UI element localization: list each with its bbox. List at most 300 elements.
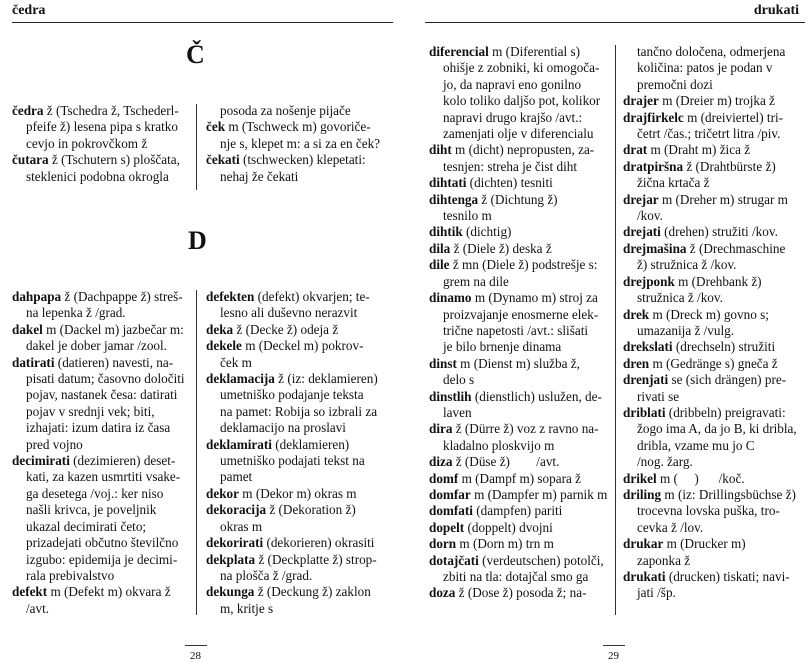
- entry-text: laven: [443, 404, 472, 420]
- entry-headword: deklamacija: [206, 371, 275, 387]
- entry-text: m (Deckel m) pokrov-: [241, 338, 364, 354]
- entry-text: proizvajanje enosmerne elek-: [443, 306, 599, 322]
- entry-line: [429, 536, 607, 552]
- entry-line: [623, 323, 797, 339]
- entry-line: [429, 208, 607, 224]
- entry-headword: dekorirati: [206, 535, 264, 551]
- entry-text: m ( ) /koč.: [656, 470, 745, 486]
- entry-headword: dihtik: [429, 224, 463, 240]
- entry-line: [429, 93, 607, 109]
- entry-headword: dekplata: [206, 551, 256, 567]
- entry-line: [623, 585, 797, 601]
- entry-headword: driblati: [623, 404, 666, 420]
- entry-line: [623, 192, 797, 208]
- entry-line: [429, 421, 607, 437]
- entry-line: [623, 520, 797, 536]
- entry-text: (dampfen) pariti: [472, 503, 563, 519]
- entry-line: [206, 119, 380, 135]
- entries-d-col2: [206, 289, 378, 617]
- entry-text: dakel je dober jamar /zool.: [26, 338, 167, 354]
- entry-line: [623, 77, 797, 93]
- entry-headword: dorn: [429, 536, 457, 552]
- entry-line: [429, 454, 607, 470]
- entry-text: pisati datum; časovno določiti: [26, 371, 185, 387]
- entry-line: [429, 471, 607, 487]
- entry-text: m (Dekor m) okras m: [238, 485, 357, 501]
- column-divider: [196, 290, 197, 615]
- entry-text: m (dicht) nepropusten, za-: [451, 142, 595, 158]
- entry-text: rivati se: [637, 388, 680, 404]
- entry-text: dribla, vzame mu jo C: [637, 437, 755, 453]
- entry-line: [429, 553, 607, 569]
- entry-text: stružnica ž /kov.: [637, 290, 723, 306]
- entry-headword: drajfirkelc: [623, 109, 684, 125]
- entry-text: (dekorieren) okrasiti: [263, 535, 375, 551]
- entry-headword: domfati: [429, 503, 473, 519]
- entry-text: m (Tschweck m) govoriče-: [225, 119, 371, 135]
- entry-text: m (Dampfer m) parnik m: [470, 486, 608, 502]
- entry-text: zaponka ž: [637, 552, 691, 568]
- entry-line: [623, 274, 797, 290]
- entry-text: m, kritje s: [220, 600, 274, 616]
- entry-text: izgubo: epidemija je decimi-: [26, 551, 178, 567]
- entry-text: m (Dackel m) jazbečar m:: [42, 321, 184, 337]
- entry-headword: dekor: [206, 485, 239, 501]
- entry-headword: dopelt: [429, 519, 465, 535]
- entry-line: [429, 241, 607, 257]
- entry-line: [429, 487, 607, 503]
- entry-line: [206, 568, 378, 584]
- entry-headword: decimirati: [12, 453, 70, 469]
- entry-text: tesnilo m: [443, 208, 492, 224]
- entry-text: steklenici podobna okrogla: [26, 168, 169, 184]
- entry-text: umetniško podajanje teksta: [220, 387, 364, 403]
- entry-line: [12, 453, 185, 469]
- column-divider: [615, 45, 616, 615]
- entry-headword: doza: [429, 585, 456, 601]
- entry-line: [206, 103, 380, 119]
- entry-text: ž (Drechmaschine: [686, 240, 786, 256]
- entry-text: ž (Dose ž) posoda ž; na-: [455, 585, 587, 601]
- entry-headword: dile: [429, 257, 450, 273]
- entry-text: m (Dreck m) govno s;: [649, 306, 769, 322]
- entry-text: ž (Düse ž) /avt.: [452, 454, 560, 470]
- entry-text: zamenjati olje v diferencialu: [443, 126, 594, 142]
- entry-headword: driling: [623, 486, 662, 502]
- entry-text: količina: patos je podan v: [637, 60, 773, 76]
- entry-line: [206, 601, 378, 617]
- entry-line: [206, 437, 378, 453]
- entry-text: m (Dynamo m) stroj za: [471, 290, 598, 306]
- entries-right-col1: [429, 44, 607, 602]
- entry-text: rala prebivalstvo: [26, 567, 115, 583]
- entry-line: [623, 503, 797, 519]
- entry-text: /nog. žarg.: [637, 454, 693, 470]
- entry-headword: ček: [206, 119, 226, 135]
- entry-line: [623, 471, 797, 487]
- entry-text: se (sich drängen) pre-: [668, 372, 787, 388]
- entry-text: nje s, klepet m: a si za en ček?: [220, 135, 381, 151]
- entry-line: [623, 553, 797, 569]
- entry-line: [429, 339, 607, 355]
- entry-headword: dinstlih: [429, 388, 472, 404]
- entry-headword: drejmašina: [623, 240, 687, 256]
- entry-text: ž (Deckung ž) zaklon: [254, 584, 371, 600]
- entry-headword: čedra: [12, 103, 44, 118]
- entry-text: /avt.: [26, 600, 50, 616]
- entry-line: [12, 152, 180, 168]
- entry-headword: dakel: [12, 321, 43, 337]
- entry-text: m (Defekt m) okvara ž: [47, 584, 171, 600]
- entry-text: m (Dreher m) strugar m: [658, 191, 788, 207]
- entry-line: [429, 142, 607, 158]
- entry-text: ž (Dürre ž) voz z ravno na-: [452, 421, 599, 437]
- entry-line: [429, 257, 607, 273]
- left-page: [0, 0, 405, 660]
- entry-line: [623, 224, 797, 240]
- entry-text: lesno ali duševno nerazvit: [220, 305, 358, 321]
- entry-line: [206, 420, 378, 436]
- entry-headword: deka: [206, 321, 234, 337]
- entry-text: jo, da napravi eno gonilno: [443, 76, 582, 92]
- entry-text: ž (Diele ž) deska ž: [450, 240, 552, 256]
- right-running-head: drukati: [753, 3, 799, 18]
- entry-line: [623, 405, 797, 421]
- entry-line: [429, 224, 607, 240]
- entry-line: [623, 159, 797, 175]
- entry-text: ž (Tschutern s) ploščata,: [48, 152, 180, 168]
- entry-text: grem na dile: [443, 273, 509, 289]
- entry-text: (dezimieren) deset-: [69, 453, 176, 469]
- entry-headword: drek: [623, 306, 650, 322]
- entry-text: ž (Deckplatte ž) strop-: [255, 551, 377, 567]
- entry-text: premočni dozi: [637, 76, 713, 92]
- entry-line: [623, 44, 797, 60]
- entry-line: [623, 454, 797, 470]
- entry-line: [206, 404, 378, 420]
- entry-line: [206, 502, 378, 518]
- column-divider: [196, 104, 197, 190]
- entry-text: na pamet: Robija so izbrali za: [220, 403, 378, 419]
- right-head-rule: [425, 22, 805, 23]
- entry-headword: dinst: [429, 355, 457, 371]
- entry-text: (datieren) navesti, na-: [54, 354, 174, 370]
- entry-text: četrt /čas.; tričetrt litra /piv.: [637, 126, 781, 142]
- entry-headword: dotajčati: [429, 552, 479, 568]
- entry-line: [206, 355, 378, 371]
- entry-line: [429, 175, 607, 191]
- entry-line: [429, 372, 607, 388]
- entry-line: [429, 110, 607, 126]
- entry-text: umetniško podajati tekst na: [220, 453, 365, 469]
- entry-text: zbiti na tla: dotajčal smo ga: [443, 569, 589, 584]
- entry-headword: diferencial: [429, 44, 489, 59]
- entry-text: je bilo brnenje dinama: [443, 339, 562, 355]
- entry-line: [429, 307, 607, 323]
- entry-line: [12, 371, 185, 387]
- entry-headword: dila: [429, 240, 451, 256]
- entry-line: [623, 356, 797, 372]
- entry-line: [12, 387, 185, 403]
- entry-line: [429, 192, 607, 208]
- entry-text: trocevna lovska puška, tro-: [637, 503, 780, 519]
- entry-text: (drehen) stružiti /kov.: [660, 224, 778, 240]
- entry-headword: diza: [429, 454, 453, 470]
- entry-headword: drukar: [623, 536, 664, 552]
- entry-text: jati /šp.: [637, 585, 676, 601]
- entry-headword: dihtenga: [429, 191, 479, 207]
- entry-line: [12, 469, 185, 485]
- entry-line: [623, 208, 797, 224]
- entry-line: [623, 175, 797, 191]
- entry-text: kati, za kazen usmrtiti vsake-: [26, 469, 181, 485]
- entry-line: [429, 569, 607, 585]
- entry-line: [429, 585, 607, 601]
- entry-text: napravi drugo krajšo /avt.:: [443, 109, 583, 125]
- entry-headword: dratpiršna: [623, 158, 684, 174]
- entry-headword: dren: [623, 355, 650, 371]
- entry-line: [12, 535, 185, 551]
- entry-text: (deklamieren): [271, 436, 350, 452]
- entry-text: pamet: [220, 469, 253, 485]
- entry-text: pojav, nastanek česa: datirati: [26, 387, 178, 403]
- entry-headword: dira: [429, 421, 453, 437]
- entry-text: (dribbeln) preigravati:: [665, 404, 786, 420]
- entry-line: [12, 552, 185, 568]
- entry-headword: drejponk: [623, 273, 675, 289]
- entry-line: [12, 584, 185, 600]
- entry-headword: diht: [429, 142, 452, 158]
- entry-line: [12, 486, 185, 502]
- entry-headword: datirati: [12, 354, 55, 370]
- entry-headword: drajer: [623, 93, 659, 109]
- entry-text: pred vojno: [26, 436, 83, 452]
- entry-line: [623, 126, 797, 142]
- entry-text: kolo toliko daljšo pot, kolikor: [443, 93, 601, 109]
- entry-text: m (Dreier m) trojka ž: [658, 93, 775, 109]
- entry-line: [206, 486, 378, 502]
- entry-headword: drekslati: [623, 339, 673, 355]
- entry-line: [12, 355, 185, 371]
- entry-line: [206, 552, 378, 568]
- entry-line: [623, 339, 797, 355]
- entries-c-col2: [206, 103, 380, 185]
- entry-text: /kov.: [637, 208, 663, 224]
- entry-text: cevka ž /lov.: [637, 519, 704, 535]
- entry-headword: drenjati: [623, 372, 669, 388]
- entry-line: [12, 136, 180, 152]
- entry-headword: dekoracija: [206, 502, 267, 518]
- entry-text: (doppelt) dvojni: [464, 519, 553, 535]
- entry-line: [12, 437, 185, 453]
- entry-text: na plošča ž /grad.: [220, 567, 313, 583]
- entries-d-col1: [12, 289, 185, 617]
- entry-line: [206, 305, 378, 321]
- entry-text: delo s: [443, 372, 475, 388]
- entry-text: ž (Drahtbürste ž): [683, 158, 776, 174]
- entry-line: [429, 44, 607, 60]
- entry-line: [623, 536, 797, 552]
- left-head-rule: [12, 22, 393, 23]
- entry-line: [206, 169, 380, 185]
- entry-line: [12, 502, 185, 518]
- entry-text: ž (Tschedra ž, Tschederl-: [43, 103, 179, 118]
- entry-line: [623, 421, 797, 437]
- entry-text: ček m: [220, 354, 252, 370]
- entry-text: pfeife ž) lesena pipa s kratko: [26, 119, 178, 135]
- entry-line: [12, 404, 185, 420]
- entry-headword: drejati: [623, 224, 661, 240]
- entry-text: posoda za nošenje pijače: [220, 103, 351, 118]
- entry-line: [12, 322, 185, 338]
- entry-text: ž (iz: deklamieren): [274, 371, 378, 387]
- entry-headword: drukati: [623, 569, 666, 584]
- entry-text: m (Drehbank ž): [674, 273, 762, 289]
- entry-text: ukazal decimirati četo;: [26, 518, 147, 534]
- entry-headword: deklamirati: [206, 436, 272, 452]
- entries-right-col2: [623, 44, 797, 602]
- entry-text: m (dreiviertel) tri-: [683, 109, 784, 125]
- entry-line: [12, 103, 180, 119]
- entry-text: izhajati: izum datira iz časa: [26, 420, 171, 436]
- entry-line: [12, 601, 185, 617]
- entry-line: [206, 371, 378, 387]
- entry-text: na lepenka ž /grad.: [26, 305, 126, 321]
- page-number-rule: [603, 645, 625, 646]
- entry-line: [429, 389, 607, 405]
- entry-text: našli krivca, je poveljnik: [26, 502, 157, 518]
- entry-line: [206, 535, 378, 551]
- entry-text: m (iz: Drillingsbüchse ž): [661, 486, 796, 502]
- entry-headword: drikel: [623, 470, 657, 486]
- entry-text: (dichtig): [462, 224, 512, 240]
- entry-text: ž (Dekoration ž): [266, 502, 356, 518]
- entry-text: tesnjen: streha je čist diht: [443, 158, 578, 174]
- entry-text: ohišje z zobniki, ki omogoča-: [443, 60, 600, 76]
- entry-text: pojav v srednji vek; biti,: [26, 403, 155, 419]
- entry-headword: dahpapa: [12, 289, 62, 304]
- entry-line: [12, 568, 185, 584]
- entry-text: nehaj že čekati: [220, 168, 299, 184]
- entry-text: m (Dienst m) služba ž,: [456, 355, 580, 371]
- entry-headword: drejar: [623, 191, 659, 207]
- entry-line: [429, 405, 607, 421]
- entry-line: [623, 372, 797, 388]
- entry-line: [12, 338, 185, 354]
- entry-headword: dekele: [206, 338, 242, 354]
- entry-line: [429, 274, 607, 290]
- entry-line: [429, 290, 607, 306]
- entry-line: [12, 519, 185, 535]
- entry-line: [12, 420, 185, 436]
- entry-text: m (Draht m) žica ž: [647, 142, 751, 158]
- entry-text: ž (Decke ž) odeja ž: [233, 321, 339, 337]
- left-running-head: čedra: [12, 3, 46, 18]
- entry-text: tančno določena, odmerjena: [637, 44, 786, 59]
- entry-line: [206, 338, 378, 354]
- entry-text: m (Dampf m) sopara ž: [458, 470, 581, 486]
- entry-headword: domf: [429, 470, 459, 486]
- entry-line: [623, 93, 797, 109]
- entry-line: [12, 289, 185, 305]
- entry-headword: defekt: [12, 584, 48, 600]
- section-letter-c: Č: [186, 40, 205, 69]
- entry-text: ž (Dichtung ž): [478, 191, 558, 207]
- entry-line: [429, 60, 607, 76]
- entry-headword: dekunga: [206, 584, 255, 600]
- entry-text: ga desetega /voj.: ker niso: [26, 485, 164, 501]
- entry-text: (tschwecken) klepetati:: [239, 152, 366, 168]
- entry-line: [429, 323, 607, 339]
- entry-line: [623, 569, 797, 585]
- entry-text: okras m: [220, 518, 263, 534]
- entry-text: m (Dorn m) trn m: [456, 536, 554, 552]
- entry-line: [623, 110, 797, 126]
- entry-text: m (Drucker m): [663, 536, 746, 552]
- entry-line: [623, 438, 797, 454]
- entry-line: [623, 241, 797, 257]
- entry-text: žična krtača ž: [637, 175, 710, 191]
- entry-line: [206, 469, 378, 485]
- entry-line: [206, 322, 378, 338]
- entry-text: prizadejati občutno številčno: [26, 535, 179, 551]
- entry-line: [206, 136, 380, 152]
- entry-line: [429, 503, 607, 519]
- entry-text: ž (Dachpappe ž) streš-: [61, 289, 183, 304]
- entry-line: [12, 305, 185, 321]
- entry-line: [206, 519, 378, 535]
- entry-headword: dinamo: [429, 290, 472, 306]
- entry-text: ž) stružnica ž /kov.: [637, 257, 737, 273]
- page-number-rule: [185, 645, 207, 646]
- entry-line: [429, 356, 607, 372]
- entry-line: [206, 453, 378, 469]
- entry-headword: defekten: [206, 289, 255, 304]
- entry-text: deklamacijo na proslavi: [220, 420, 346, 436]
- entry-line: [206, 152, 380, 168]
- entries-c-col1: [12, 103, 180, 185]
- entry-line: [623, 389, 797, 405]
- entry-text: (dienstlich) uslužen, de-: [471, 388, 602, 404]
- entry-text: (drucken) tiskati; navi-: [665, 569, 790, 584]
- entry-text: umazanija ž /vulg.: [637, 322, 735, 338]
- right-page-number: 29: [608, 650, 619, 662]
- entry-line: [623, 487, 797, 503]
- entry-line: [206, 387, 378, 403]
- entry-headword: čutara: [12, 152, 49, 168]
- entry-headword: drat: [623, 142, 648, 158]
- entry-text: (drechseln) stružiti: [672, 339, 776, 355]
- entry-text: (defekt) okvarjen; te-: [254, 289, 370, 304]
- entry-line: [12, 169, 180, 185]
- entry-line: [623, 290, 797, 306]
- entry-text: ž mn (Diele ž) podstrešje s:: [449, 257, 598, 273]
- entry-text: m (Diferential s): [488, 44, 581, 59]
- entry-line: [429, 159, 607, 175]
- right-page: [405, 0, 809, 660]
- entry-text: (dichten) tesniti: [466, 175, 553, 191]
- entry-text: (verdeutschen) potolči,: [478, 552, 604, 568]
- entry-line: [623, 307, 797, 323]
- entry-text: trične napetosti /avt.: slišati: [443, 322, 589, 338]
- entry-line: [429, 520, 607, 536]
- entry-line: [623, 142, 797, 158]
- entry-line: [623, 257, 797, 273]
- section-letter-d: D: [188, 226, 207, 255]
- entry-text: žogo ima A, da jo B, ki dribla,: [637, 421, 797, 437]
- left-page-number: 28: [190, 650, 201, 662]
- entry-line: [623, 60, 797, 76]
